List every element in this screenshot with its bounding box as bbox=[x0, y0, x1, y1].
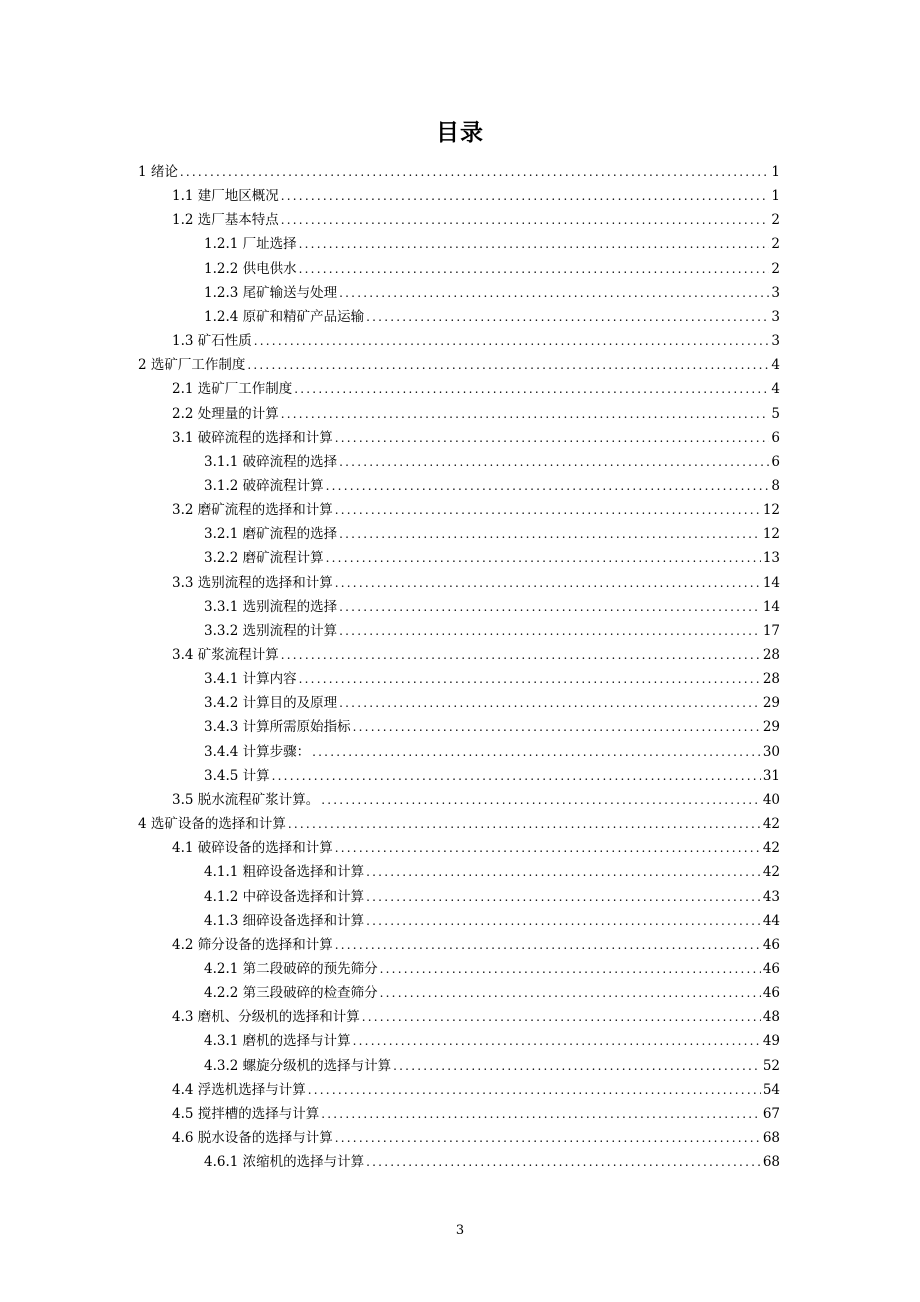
toc-entry[interactable] bbox=[204, 860, 780, 884]
toc-entry[interactable] bbox=[204, 667, 780, 691]
toc-entry-page: 67 bbox=[762, 1105, 780, 1122]
toc-entry[interactable] bbox=[138, 812, 780, 836]
toc-dot-leader bbox=[335, 426, 770, 450]
toc-entry-page: 1 bbox=[771, 188, 780, 205]
toc-entry[interactable] bbox=[204, 1029, 780, 1053]
toc-entry-page: 4 bbox=[771, 357, 780, 374]
toc-entry-label: 1.2.1 厂址选择 bbox=[204, 236, 297, 253]
toc-entry-page: 46 bbox=[762, 936, 780, 953]
toc-entry-page: 28 bbox=[762, 647, 780, 663]
toc-entry-page: 3 bbox=[771, 333, 780, 350]
toc-entry[interactable] bbox=[204, 257, 780, 281]
toc-entry-label: 2.1 选矿厂工作制度 bbox=[172, 381, 293, 398]
toc-entry-page: 31 bbox=[762, 767, 780, 784]
toc-entry-page: 46 bbox=[762, 960, 780, 977]
toc-entry-page: 46 bbox=[762, 985, 780, 1002]
toc-entry-page: 68 bbox=[762, 1130, 780, 1146]
toc-entry-label: 3.4.4 计算步骤： bbox=[204, 743, 311, 760]
toc-entry-page: 3 bbox=[771, 308, 780, 325]
toc-entry-page: 54 bbox=[762, 1081, 780, 1098]
toc-entry-label: 3.1.2 破碎流程计算 bbox=[204, 477, 324, 494]
toc-entry[interactable] bbox=[172, 329, 780, 353]
toc-dot-leader bbox=[366, 1150, 761, 1174]
toc-entry[interactable] bbox=[204, 981, 780, 1005]
toc-dot-leader bbox=[321, 788, 761, 812]
toc-entry[interactable] bbox=[204, 740, 780, 764]
toc-entry[interactable] bbox=[204, 957, 780, 981]
toc-entry-page: 42 bbox=[762, 816, 780, 833]
toc-entry[interactable] bbox=[172, 208, 780, 232]
toc-entry-page: 12 bbox=[762, 526, 780, 543]
toc-dot-leader bbox=[335, 933, 761, 957]
toc-dot-leader bbox=[281, 184, 770, 208]
toc-entry-label: 4.1.3 细碎设备选择和计算 bbox=[204, 912, 365, 929]
toc-entry[interactable] bbox=[204, 1150, 780, 1174]
toc-entry-label: 4.2.1 第二段破碎的预先筛分 bbox=[204, 960, 378, 977]
toc-entry-page: 3 bbox=[771, 284, 780, 301]
toc-dot-leader bbox=[326, 474, 770, 498]
toc-dot-leader bbox=[335, 1126, 761, 1150]
toc-entry[interactable] bbox=[204, 281, 780, 305]
toc-dot-leader bbox=[380, 981, 761, 1005]
toc-entry-label: 3.1.1 破碎流程的选择 bbox=[204, 453, 338, 470]
toc-entry-label: 4.5 搅拌槽的选择与计算 bbox=[172, 1105, 320, 1122]
toc-dot-leader bbox=[281, 208, 770, 232]
toc-entry-label: 2 选矿厂工作制度 bbox=[138, 357, 246, 374]
toc-entry[interactable] bbox=[172, 788, 780, 812]
toc-entry-label: 1 绪论 bbox=[138, 164, 178, 180]
toc-entry-label: 3.2.2 磨矿流程计算 bbox=[204, 550, 324, 567]
toc-entry[interactable] bbox=[204, 885, 780, 909]
toc-entry[interactable] bbox=[204, 546, 780, 570]
toc-entry-label: 4.1 破碎设备的选择和计算 bbox=[172, 840, 333, 857]
toc-entry-page: 29 bbox=[762, 719, 780, 736]
toc-dot-leader bbox=[308, 1078, 761, 1102]
toc-entry-label: 1.3 矿石性质 bbox=[172, 333, 252, 350]
toc-entry-label: 1.2 选厂基本特点 bbox=[172, 212, 279, 229]
toc-entry-label: 3.4.2 计算目的及原理 bbox=[204, 695, 338, 712]
toc-dot-leader bbox=[339, 450, 769, 474]
toc-entry-page: 30 bbox=[762, 743, 780, 760]
toc-dot-leader bbox=[362, 1005, 761, 1029]
toc-entry[interactable] bbox=[172, 933, 780, 957]
toc-dot-leader bbox=[299, 232, 770, 256]
toc-entry[interactable] bbox=[204, 619, 780, 643]
toc-entry[interactable] bbox=[172, 1005, 780, 1029]
toc-entry-page: 42 bbox=[762, 840, 780, 857]
toc-entry[interactable] bbox=[138, 353, 780, 377]
toc-entry-page: 17 bbox=[762, 622, 780, 639]
toc-entry-page: 14 bbox=[762, 598, 780, 615]
toc-entry-label: 3.4.3 计算所需原始指标 bbox=[204, 719, 351, 736]
toc-entry-label: 4.2 筛分设备的选择和计算 bbox=[172, 936, 333, 953]
toc-entry-label: 3.4 矿浆流程计算 bbox=[172, 647, 279, 663]
toc-entry-page: 2 bbox=[771, 236, 780, 253]
toc-dot-leader bbox=[281, 402, 770, 426]
toc-entry[interactable] bbox=[172, 402, 780, 426]
toc-entry-label: 2.2 处理量的计算 bbox=[172, 405, 279, 422]
toc-entry-page: 68 bbox=[762, 1154, 780, 1171]
toc-entry[interactable] bbox=[172, 426, 780, 450]
toc-entry[interactable] bbox=[172, 1078, 780, 1102]
toc-dot-leader bbox=[353, 715, 761, 739]
toc-entry-label: 4.1.2 中碎设备选择和计算 bbox=[204, 888, 365, 905]
toc-dot-leader bbox=[393, 1054, 761, 1078]
toc-dot-leader bbox=[366, 305, 769, 329]
toc-dot-leader bbox=[339, 691, 761, 715]
toc-dot-leader bbox=[335, 836, 761, 860]
toc-dot-leader bbox=[180, 160, 770, 184]
toc-dot-leader bbox=[353, 1029, 761, 1053]
toc-entry[interactable] bbox=[172, 1126, 780, 1150]
toc-dot-leader bbox=[281, 643, 761, 667]
toc-entry-page: 5 bbox=[771, 405, 780, 422]
toc-entry-page: 43 bbox=[762, 888, 780, 905]
toc-entry-page: 14 bbox=[762, 574, 780, 591]
toc-entry[interactable] bbox=[204, 1054, 780, 1078]
toc-entry[interactable] bbox=[172, 643, 780, 667]
toc-entry-label: 3.3 选别流程的选择和计算 bbox=[172, 574, 333, 591]
toc-entry-page: 44 bbox=[762, 912, 780, 929]
toc-dot-leader bbox=[272, 764, 761, 788]
toc-dot-leader bbox=[339, 619, 761, 643]
toc-entry[interactable] bbox=[204, 305, 780, 329]
toc-entry[interactable] bbox=[172, 377, 780, 401]
toc-entry-label: 3.2.1 磨矿流程的选择 bbox=[204, 526, 338, 543]
toc-entry-page: 1 bbox=[771, 164, 780, 180]
toc-entry[interactable] bbox=[138, 160, 780, 184]
page-title: 目录 bbox=[436, 120, 484, 146]
toc-dot-leader bbox=[366, 885, 761, 909]
toc-dot-leader bbox=[366, 909, 761, 933]
toc-entry-label: 1.2.4 原矿和精矿产品运输 bbox=[204, 308, 365, 325]
toc-entry-label: 3.3.2 选别流程的计算 bbox=[204, 622, 338, 639]
toc-dot-leader bbox=[339, 522, 761, 546]
toc-dot-leader bbox=[335, 571, 761, 595]
toc-entry-page: 49 bbox=[762, 1033, 780, 1050]
toc-entry-label: 4.1.1 粗碎设备选择和计算 bbox=[204, 864, 365, 881]
toc-entry-label: 4.6.1 浓缩机的选择与计算 bbox=[204, 1154, 365, 1171]
toc-entry-page: 52 bbox=[762, 1057, 780, 1074]
toc-entry-page: 2 bbox=[771, 260, 780, 277]
toc-entry-label: 3.4.1 计算内容 bbox=[204, 671, 297, 688]
toc-dot-leader bbox=[247, 353, 769, 377]
toc-entry[interactable] bbox=[204, 909, 780, 933]
toc-entry[interactable] bbox=[172, 498, 780, 522]
toc-entry-page: 13 bbox=[762, 550, 780, 567]
toc-dot-leader bbox=[339, 595, 761, 619]
toc-entry-label: 3.1 破碎流程的选择和计算 bbox=[172, 429, 333, 446]
toc-entry-page: 4 bbox=[771, 381, 780, 398]
toc-entry-page: 8 bbox=[771, 477, 780, 494]
toc-entry-label: 1.1 建厂地区概况 bbox=[172, 188, 279, 205]
toc-entry-page: 12 bbox=[762, 502, 780, 519]
toc-entry-label: 3.4.5 计算 bbox=[204, 767, 270, 784]
toc-entry-label: 4.3.2 螺旋分级机的选择与计算 bbox=[204, 1057, 392, 1074]
toc-dot-leader bbox=[321, 1102, 761, 1126]
toc-entry[interactable] bbox=[172, 184, 780, 208]
toc-entry-label: 3.2 磨矿流程的选择和计算 bbox=[172, 502, 333, 519]
toc-entry-label: 4.3 磨机、分级机的选择和计算 bbox=[172, 1009, 360, 1026]
toc-entry-page: 42 bbox=[762, 864, 780, 881]
toc-entry[interactable] bbox=[204, 691, 780, 715]
toc-entry-label: 4.4 浮选机选择与计算 bbox=[172, 1081, 306, 1098]
toc-entry-label: 3.3.1 选别流程的选择 bbox=[204, 598, 338, 615]
toc-entry-page: 28 bbox=[762, 671, 780, 688]
toc-entry-label: 4 选矿设备的选择和计算 bbox=[138, 816, 286, 833]
toc-entry-label: 4.3.1 磨机的选择与计算 bbox=[204, 1033, 351, 1050]
toc-dot-leader bbox=[339, 281, 769, 305]
toc-entry-page: 48 bbox=[762, 1009, 780, 1026]
toc-entry-label: 1.2.2 供电供水 bbox=[204, 260, 297, 277]
toc-entry-page: 6 bbox=[771, 429, 780, 446]
toc-dot-leader bbox=[366, 860, 761, 884]
toc-entry[interactable] bbox=[172, 836, 780, 860]
toc-dot-leader bbox=[288, 812, 761, 836]
toc-entry-page: 29 bbox=[762, 695, 780, 712]
toc-dot-leader bbox=[294, 377, 769, 401]
toc-dot-leader bbox=[299, 257, 770, 281]
toc-entry[interactable] bbox=[172, 571, 780, 595]
toc-entry[interactable] bbox=[172, 1102, 780, 1126]
toc-entry[interactable] bbox=[204, 522, 780, 546]
toc-entry-page: 40 bbox=[762, 791, 780, 808]
page-number: 3 bbox=[455, 1223, 465, 1238]
toc-entry[interactable] bbox=[204, 474, 780, 498]
toc-entry[interactable] bbox=[204, 764, 780, 788]
toc-entry[interactable] bbox=[204, 450, 780, 474]
toc-entry-page: 6 bbox=[771, 453, 780, 470]
toc-entry[interactable] bbox=[204, 715, 780, 739]
toc-dot-leader bbox=[299, 667, 761, 691]
toc-dot-leader bbox=[335, 498, 761, 522]
toc-dot-leader bbox=[254, 329, 770, 353]
toc-entry-label: 1.2.3 尾矿输送与处理 bbox=[204, 284, 338, 301]
toc-dot-leader bbox=[380, 957, 761, 981]
toc-dot-leader bbox=[312, 740, 761, 764]
toc-dot-leader bbox=[326, 546, 761, 570]
toc-entry-label: 3.5 脱水流程矿浆计算。 bbox=[172, 791, 320, 808]
toc-entry-label: 4.6 脱水设备的选择与计算 bbox=[172, 1130, 333, 1146]
toc-entry-page: 2 bbox=[771, 212, 780, 229]
toc-entry-label: 4.2.2 第三段破碎的检查筛分 bbox=[204, 985, 378, 1002]
toc-entry[interactable] bbox=[204, 232, 780, 256]
toc-entry[interactable] bbox=[204, 595, 780, 619]
